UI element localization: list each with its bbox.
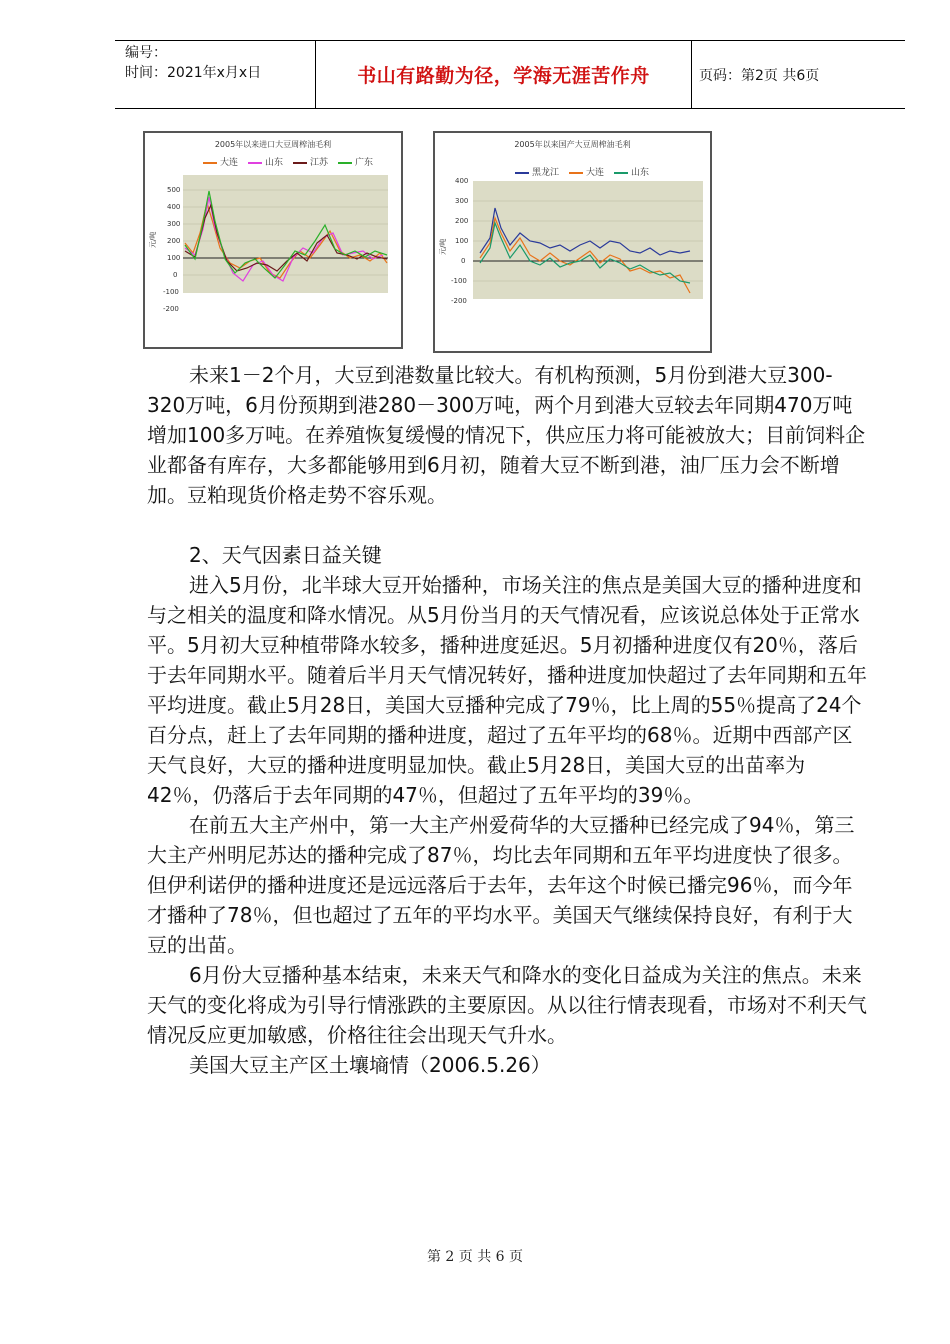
y-tick: 100 xyxy=(455,237,469,245)
y-tick: -100 xyxy=(163,288,179,296)
y-ticks xyxy=(451,177,468,305)
legend-item: 大连 xyxy=(203,155,238,168)
y-tick: 300 xyxy=(167,220,181,228)
legend-item: 山东 xyxy=(614,165,649,178)
header-motto: 书山有路勤为径，学海无涯苦作舟 xyxy=(357,65,650,87)
y-tick: 400 xyxy=(455,177,469,185)
chart-plot xyxy=(145,133,405,351)
chart-domestic-soybean xyxy=(433,131,712,353)
y-tick: -200 xyxy=(163,305,179,313)
header-number: 编号： xyxy=(125,45,167,61)
chart-plot xyxy=(435,133,714,355)
y-tick: -200 xyxy=(451,297,467,305)
y-tick: 300 xyxy=(455,197,469,205)
header-page-cell xyxy=(691,41,905,108)
legend-item: 黑龙江 xyxy=(515,165,559,178)
header-meta xyxy=(115,41,315,108)
y-axis-label: 元/吨 xyxy=(149,231,157,248)
header-time: 时间：2021年x月x日 xyxy=(125,65,262,81)
legend-item: 山东 xyxy=(248,155,283,168)
y-ticks xyxy=(163,186,180,313)
paragraph: 6月份大豆播种基本结束，未来天气和降水的变化日益成为关注的焦点。未来天气的变化将成为引导行情涨跌的主要原因。从以往行情表现看，市场对不利天气情况反应更加敏感，价格往往会出现天气升水。 xyxy=(147,963,867,1047)
body-text xyxy=(147,360,867,1080)
legend-item: 江苏 xyxy=(293,155,328,168)
legend-item: 广东 xyxy=(338,155,373,168)
paragraph: 美国大豆主产区土壤墒情（2006.5.26） xyxy=(189,1053,551,1077)
chart-imported-soybean xyxy=(143,131,403,349)
page-footer: 第 2 页 共 6 页 xyxy=(426,1249,524,1265)
paragraph: 在前五大主产州中，第一大主产州爱荷华的大豆播种已经完成了94％，第三大主产州明尼苏达的播种完成了87％，均比去年同期和五年平均进度快了很多。但伊利诺伊的播种进度还是远远落后于去年，去年这个时候已播完96％，而今年才播种了78％，但也超过了五年的平均水平。美国天气继续保持良好，有利于大豆的出苗。 xyxy=(147,813,855,957)
header-page-number: 页码：第2页 共6页 xyxy=(699,67,820,84)
page-header xyxy=(115,40,905,109)
y-tick: 200 xyxy=(167,237,181,245)
y-tick: 0 xyxy=(461,257,466,265)
legend-item: 大连 xyxy=(569,165,604,178)
paragraph: 进入5月份，北半球大豆开始播种，市场关注的焦点是美国大豆的播种进度和与之相关的温度和降水情况。从5月份当月的天气情况看，应该说总体处于正常水平。5月初大豆种植带降水较多，播种进度延迟。5月初播种进度仅有20％，落后于去年同期水平。随着后半月天气情况转好，播种进度加快超过了去年同期和五年平均进度。截止5月28日，美国大豆播种完成了79％，比上周的55％提高了24个百分点，赶上了去年同期的播种进度，超过了五年平均的68％。近期中西部产区天气良好，大豆的播种进度明显加快。截止5月28日，美国大豆的出苗率为42％，仍落后于去年同期的47％，但超过了五年平均的39％。 xyxy=(147,573,867,807)
y-tick: 0 xyxy=(173,271,178,279)
y-tick: -100 xyxy=(451,277,467,285)
header-motto-cell xyxy=(315,41,692,108)
y-tick: 200 xyxy=(455,217,469,225)
y-tick: 500 xyxy=(167,186,181,194)
chart-title: 2005年以来国产大豆周榨油毛利 xyxy=(514,140,631,149)
y-tick: 400 xyxy=(167,203,181,211)
paragraph: 未来1－2个月，大豆到港数量比较大。有机构预测，5月份到港大豆300-320万吨，6月份预期到港280－300万吨，两个月到港大豆较去年同期470万吨增加100多万吨。在养殖恢复缓慢的情况下，供应压力将可能被放大；目前饲料企业都备有库存，大多都能够用到6月初，随着大豆不断到港，油厂压力会不断增加。豆粕现货价格走势不容乐观。 xyxy=(147,363,866,507)
section-heading: 2、天气因素日益关键 xyxy=(189,543,382,567)
y-axis-label: 元/吨 xyxy=(439,238,447,255)
y-tick: 100 xyxy=(167,254,181,262)
chart-title: 2005年以来进口大豆周榨油毛利 xyxy=(214,140,332,149)
